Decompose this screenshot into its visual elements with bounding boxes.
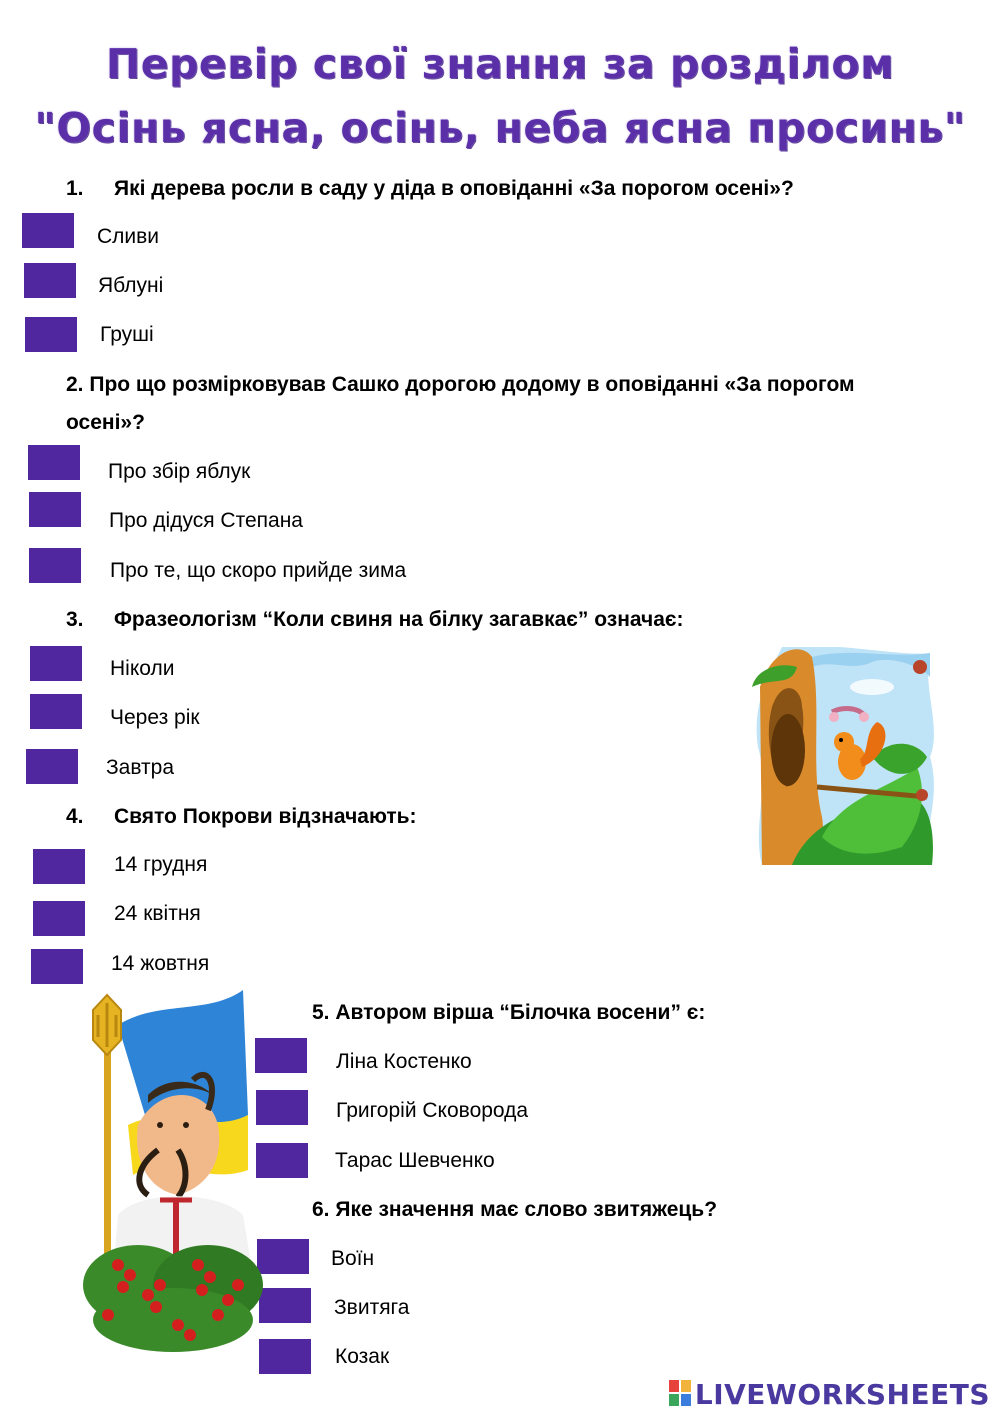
- answer-box-q3-2[interactable]: [30, 694, 82, 729]
- cossack-flag-image: [78, 985, 268, 1355]
- answer-box-q1-3[interactable]: [25, 317, 77, 352]
- option-label: Звитяга: [334, 1296, 410, 1319]
- answer-box-q1-2[interactable]: [24, 263, 76, 298]
- footer-brand: LIVEWORKSHEETS: [694, 1378, 990, 1411]
- answer-box-q4-3[interactable]: [31, 949, 83, 984]
- option-label: Козак: [335, 1345, 390, 1368]
- answer-box-q3-1[interactable]: [30, 646, 82, 681]
- question-2: [66, 366, 976, 442]
- option-label: Про те, що скоро прийде зима: [110, 559, 407, 582]
- option-label: Про збір яблук: [108, 460, 251, 483]
- option-label: Яблуні: [98, 274, 164, 297]
- option-label: Воїн: [331, 1247, 375, 1270]
- option-label: Про дідуся Степана: [109, 509, 303, 532]
- answer-box-q1-1[interactable]: [22, 213, 74, 248]
- answer-box-q2-2[interactable]: [29, 492, 81, 527]
- squirrel-tree-image: [752, 647, 942, 869]
- option-label: Завтра: [106, 756, 175, 779]
- option-label: Григорій Сковорода: [336, 1099, 529, 1122]
- answer-box-q4-2[interactable]: [33, 901, 85, 936]
- liveworksheets-icon: [669, 1380, 693, 1408]
- question-number: 1.: [66, 177, 84, 200]
- question-text: 2. Про що розмірковував Сашко дорогою додому в оповіданні «За порогом: [66, 373, 855, 396]
- question-1: [66, 170, 794, 208]
- question-6: [312, 1191, 717, 1229]
- question-3: [66, 601, 684, 639]
- answer-box-q2-1[interactable]: [28, 445, 80, 480]
- answer-box-q4-1[interactable]: [33, 849, 85, 884]
- page-title-line-1: Перевір свої знання за розділом: [105, 40, 895, 88]
- option-label: Ліна Костенко: [336, 1050, 472, 1073]
- question-text: Свято Покрови відзначають:: [114, 805, 417, 828]
- question-text: 5. Автором вірша “Білочка восени” є:: [312, 1001, 706, 1024]
- question-text: Які дерева росли в саду у діда в оповіданні «За порогом осені»?: [114, 177, 794, 200]
- question-text: 6. Яке значення має слово звитяжець?: [312, 1198, 718, 1221]
- answer-box-q3-3[interactable]: [26, 749, 78, 784]
- question-4: [66, 798, 417, 836]
- question-text: Фразеологізм “Коли свиня на білку загавкає” означає:: [114, 608, 684, 631]
- answer-box-q2-3[interactable]: [29, 548, 81, 583]
- question-number: 3.: [66, 608, 84, 631]
- option-label: 14 грудня: [114, 853, 208, 876]
- option-label: Тарас Шевченко: [335, 1149, 495, 1172]
- question-5: [312, 994, 705, 1032]
- option-label: Через рік: [110, 706, 200, 729]
- option-label: 14 жовтня: [111, 952, 210, 975]
- option-label: Ніколи: [110, 657, 175, 680]
- liveworksheets-logo: [669, 1378, 990, 1411]
- page-title-line-2: "Осінь ясна, осінь, неба ясна просинь": [34, 104, 966, 152]
- question-text-cont: осені»?: [66, 411, 145, 434]
- option-label: Груші: [100, 323, 154, 346]
- option-label: Сливи: [97, 225, 160, 248]
- option-label: 24 квітня: [114, 902, 201, 925]
- question-number: 4.: [66, 805, 84, 828]
